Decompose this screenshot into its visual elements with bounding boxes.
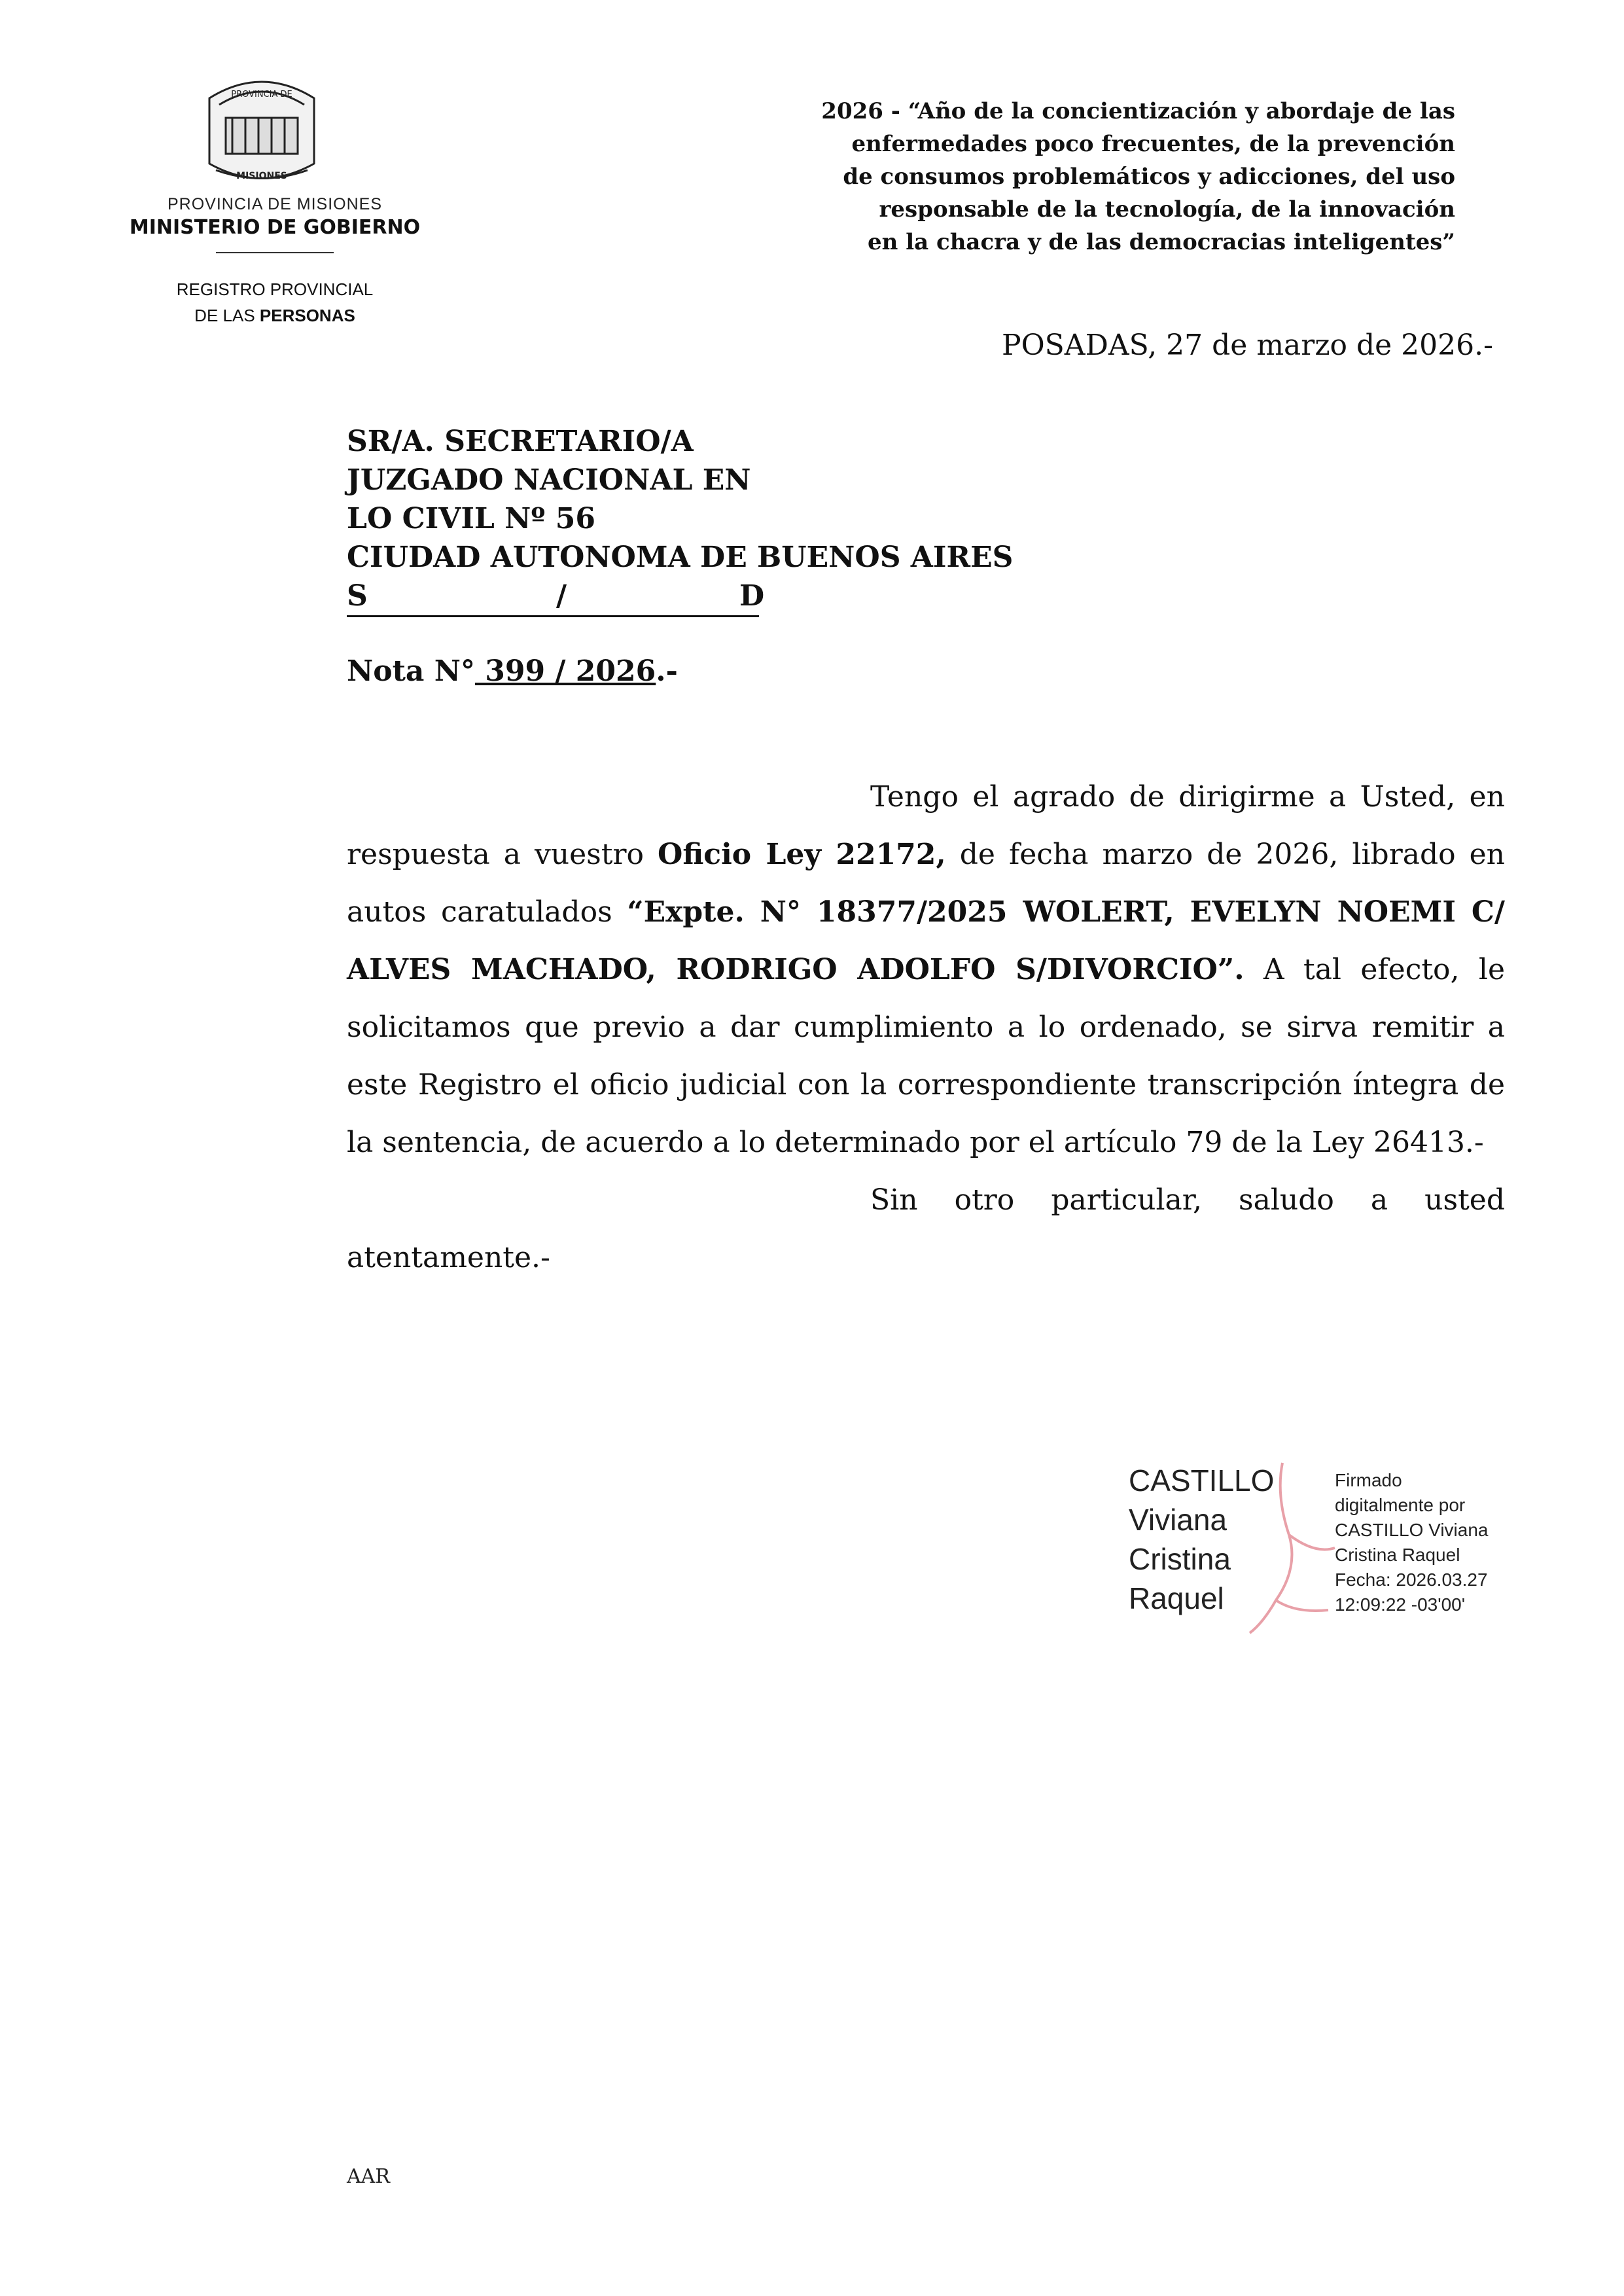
signer-name-line: Viviana (1129, 1503, 1227, 1537)
registry-line2-bold: PERSONAS (259, 306, 355, 325)
year-motto (670, 95, 1455, 259)
addressee-line: LO CIVIL Nº 56 (347, 502, 595, 535)
case-caption: “Expte. N° 18377/2025 WOLERT, EVELYN NOEMI C/ ALVES MACHADO, RODRIGO ADOLFO S/DIVORCIO”. (347, 895, 1505, 986)
addressee-line: SR/A. SECRETARIO/A (347, 425, 694, 458)
note-suffix: .- (656, 655, 678, 688)
sd-slash: / (556, 579, 567, 613)
province-name: PROVINCIA DE MISIONES (167, 195, 382, 213)
addressee-line: CIUDAD AUTONOMA DE BUENOS AIRES (347, 541, 1014, 574)
emblem-text-bottom: MISIONES (236, 171, 287, 181)
motto-line: en la chacra y de las democracias inteligentes” (868, 229, 1455, 255)
signer-name-line: CASTILLO (1129, 1463, 1275, 1498)
body-paragraph-1 (347, 768, 1505, 1172)
body-text: A tal efecto, le solicitamos que previo a dar cumplimiento a lo ordenado, se sirva remitir a este Registro el oficio judicial con la correspondiente transcripción íntegra de la sentencia, de acuerdo a lo determinado por el artículo 79 de la Ley 26413.- (347, 953, 1505, 1159)
body-text: Tengo el agrado de dirigirme a Usted, en respuesta a vuestro (347, 780, 1505, 871)
sd-s: S (347, 579, 368, 613)
body-text: de fecha marzo de 2026, librado en autos caratulados (347, 838, 1506, 929)
body-bold-text: Oficio Ley 22172, (657, 838, 946, 871)
signature-detail-line: 12:09:22 -03'00' (1335, 1594, 1466, 1615)
letter-body (347, 768, 1505, 1287)
addressee-block (347, 422, 1013, 617)
sd-d: D (739, 579, 765, 613)
motto-line: 2026 - “Año de la concientización y abordaje de las (821, 98, 1455, 124)
addressee-line: JUZGADO NACIONAL EN (347, 463, 751, 497)
signature-detail-line: Fecha: 2026.03.27 (1335, 1570, 1488, 1590)
signer-name-line: Cristina (1129, 1542, 1231, 1576)
coat-of-arms-icon (196, 72, 327, 190)
digital-signature-mark-icon (1237, 1456, 1341, 1640)
signature-details (1335, 1468, 1489, 1617)
motto-line: de consumos problemáticos y adicciones, del uso (843, 164, 1455, 190)
body-paragraph-2: Sin otro particular, saludo a usted atentamente.- (347, 1183, 1505, 1274)
signature-detail-line: Firmado (1335, 1470, 1402, 1490)
document-date: POSADAS, 27 de marzo de 2026.- (1001, 329, 1493, 362)
ministry-name: MINISTERIO DE GOBIERNO (129, 216, 421, 239)
registry-name-line2 (131, 306, 419, 326)
signature-detail-line: Cristina Raquel (1335, 1545, 1460, 1565)
emblem-text-top: PROVINCIA DE (231, 90, 292, 99)
registry-name-line1: REGISTRO PROVINCIAL (176, 279, 374, 299)
note-number (347, 655, 678, 688)
ministry-divider (216, 252, 334, 253)
motto-line: responsable de la tecnología, de la innovación (879, 196, 1455, 223)
note-number-value: 399 / 2026 (474, 655, 656, 688)
motto-line: enfermedades poco frecuentes, de la prevención (851, 131, 1455, 157)
signature-detail-line: CASTILLO Viviana (1335, 1520, 1489, 1540)
su-despacho-line (347, 577, 765, 617)
registry-line2-prefix: DE LAS (194, 306, 260, 325)
signer-name-line: Raquel (1129, 1581, 1224, 1615)
author-initials: AAR (347, 2165, 390, 2188)
signature-detail-line: digitalmente por (1335, 1495, 1466, 1515)
note-prefix: Nota N° (347, 655, 475, 688)
